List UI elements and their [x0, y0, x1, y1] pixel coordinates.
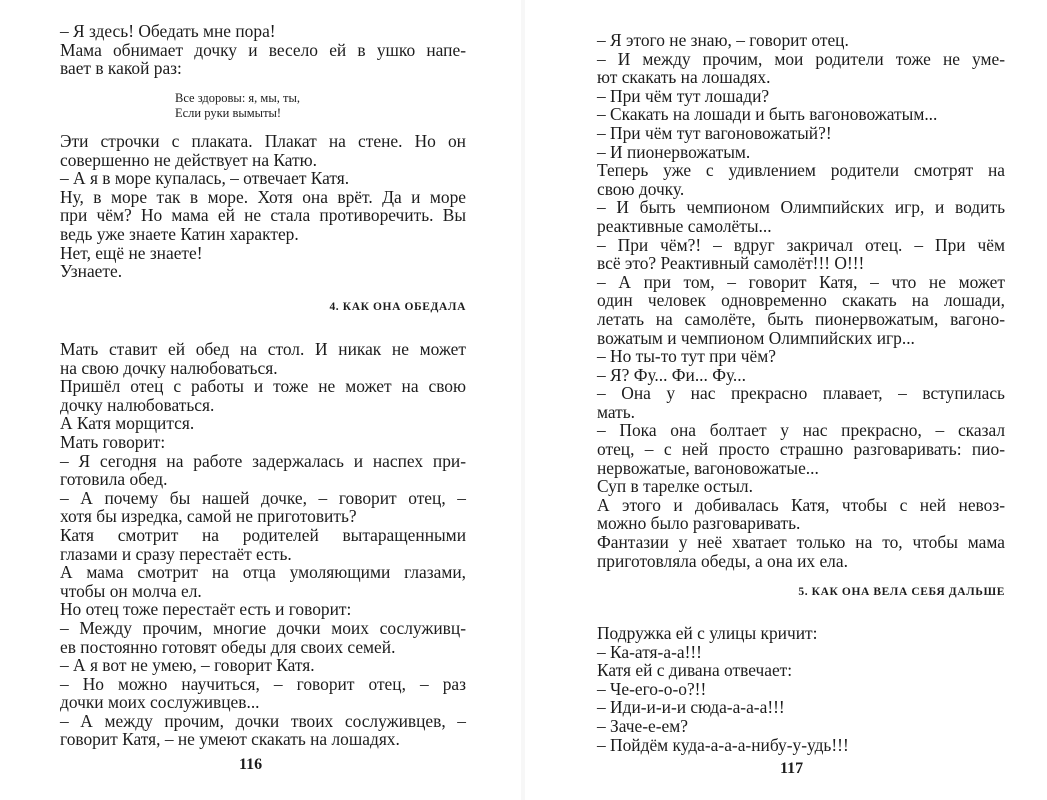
right-top-paragraphs	[597, 31, 1005, 570]
text-line: отец, – с ней просто страшно разговаривать: пио-	[597, 439, 1005, 460]
text-line: – Между прочим, многие дочки моих сослуживц-	[60, 617, 466, 638]
text-line: нервожатые, вагоновожатые...	[597, 457, 819, 478]
text-line: всё это? Реактивный самолёт!!! О!!!	[597, 253, 865, 274]
text-line: можно было разговаривать.	[597, 513, 801, 534]
text-line: Фантазии у неё хватает только на то, чтобы мама	[597, 532, 1005, 553]
text-line: при чём? Но мама ей не стала противоречить. Вы	[60, 205, 466, 226]
text-line: Теперь уже с удивлением родители смотрят на	[597, 160, 1005, 181]
text-line: летать на самолёте, быть пионервожатым, вагоно-	[597, 308, 1005, 329]
text-line: Катя ей с дивана отвечает:	[597, 660, 793, 681]
poem-line: Все здоровы: я, мы, ты,	[175, 91, 300, 105]
text-line: ведь уже знаете Катин характер.	[60, 223, 299, 244]
text-line: на свою дочку налюбоваться.	[60, 357, 278, 378]
text-line: – Заче-е-ем?	[597, 715, 688, 736]
text-line: Пришёл отец с работы и тоже не может на свою	[60, 376, 466, 397]
text-line: – Пойдём куда-а-а-а-нибу-у-удь!!!	[597, 734, 849, 755]
text-line: ют скакать на лошадях.	[597, 67, 771, 88]
text-line: Нет, ещё не знаете!	[60, 242, 203, 263]
text-line: – А почему бы нашей дочке, – говорит отец, –	[60, 487, 466, 508]
text-line: – И пионервожатым.	[597, 141, 751, 162]
text-line: Суп в тарелке остыл.	[597, 476, 753, 497]
text-line: дочку налюбоваться.	[60, 394, 215, 415]
text-line: совершенно не действует на Катю.	[60, 149, 317, 170]
text-line: – Скакать на лошади и быть вагоновожатым...	[597, 104, 938, 125]
text-line: – И между прочим, мои родители тоже не уме-	[597, 48, 1005, 69]
text-line: – Она у нас прекрасно плавает, – вступилась	[597, 383, 1005, 404]
right-page	[523, 0, 1047, 800]
text-line: готовила обед.	[60, 469, 168, 490]
text-line: дочки моих сослуживцев...	[60, 692, 260, 713]
text-line: – Пока она болтает у нас прекрасно, – сказал	[597, 420, 1005, 441]
text-line: – Но ты-то тут при чём?	[597, 346, 776, 367]
chapter-heading: 4. КАК ОНА ОБЕДАЛА	[329, 301, 466, 313]
text-line: ев постоянно готовят обеды для своих семей.	[60, 636, 396, 657]
page-number: 116	[239, 756, 263, 773]
left-top-paragraphs	[60, 22, 466, 78]
text-line: один человек одновременно скакать на лошади,	[597, 290, 1005, 311]
text-line: вает в какой раз:	[60, 58, 182, 79]
text-line: – Я? Фу... Фи... Фу...	[597, 364, 746, 385]
text-line: Катя смотрит на родителей вытаращенными	[60, 524, 466, 545]
text-line: Мать ставит ей обед на стол. И никак не может	[60, 339, 466, 359]
text-line: хотя бы изредка, самой не приготовить?	[60, 506, 357, 527]
text-line: – При чём тут вагоновожатый?!	[597, 122, 832, 143]
text-line: мать.	[597, 401, 636, 422]
text-line: Ну, в море так в море. Хотя она врёт. Да и море	[60, 186, 466, 207]
text-line: А этого и добивалась Катя, чтобы с ней невоз-	[597, 494, 1005, 515]
text-line: Но отец тоже перестаёт есть и говорит:	[60, 599, 352, 620]
text-line: – Я здесь! Обедать мне пора!	[60, 21, 276, 41]
text-line: Мама обнимает дочку и весело ей в ушко напе-	[60, 39, 466, 60]
text-line: – А я в море купалась, – отвечает Катя.	[60, 168, 350, 189]
text-line: А мама смотрит на отца умоляющими глазами,	[60, 562, 466, 583]
text-line: говорит Катя, – не умеют скакать на лошадях.	[60, 729, 400, 750]
poem-line: Если руки вымыты!	[175, 106, 282, 120]
chapter-heading: 5. КАК ОНА ВЕЛА СЕБЯ ДАЛЬШЕ	[798, 586, 1005, 598]
text-line: – При чём?! – вдруг закричал отец. – При чём	[597, 234, 1005, 255]
text-line: вожатым и чемпионом Олимпийских игр...	[597, 327, 915, 348]
page-number: 117	[780, 760, 804, 777]
text-line: – Я этого не знаю, – говорит отец.	[597, 30, 849, 50]
text-line: – Че-его-о-о?!!	[597, 678, 707, 699]
text-line: – А я вот не умею, – говорит Катя.	[60, 655, 315, 676]
left-bottom-paragraphs	[60, 340, 466, 749]
text-line: Эти строчки с плаката. Плакат на стене. Но он	[60, 131, 466, 151]
text-line: свою дочку.	[597, 178, 685, 199]
text-line: – А между прочим, дочки твоих сослуживцев, –	[60, 710, 466, 731]
text-line: чтобы он молча ел.	[60, 580, 202, 601]
text-line: Узнаете.	[60, 261, 123, 282]
poem	[175, 91, 300, 121]
left-page	[0, 0, 523, 800]
text-line: глазами и сразу перестаёт есть.	[60, 543, 292, 564]
text-line: – Иди-и-и-и сюда-а-а-а!!!	[597, 697, 785, 718]
text-line: – При чём тут лошади?	[597, 85, 770, 106]
right-bottom-paragraphs	[597, 624, 1005, 754]
text-line: приготовляла обеды, а она их ела.	[597, 550, 848, 571]
text-line: реактивные самолёты...	[597, 215, 772, 236]
text-line: – Но можно научиться, – говорит отец, – раз	[60, 673, 466, 694]
text-line: А Катя морщится.	[60, 413, 195, 434]
text-line: – И быть чемпионом Олимпийских игр, и водить	[597, 197, 1005, 218]
text-line: – А при том, – говорит Катя, – что не может	[597, 271, 1005, 292]
text-line: – Я сегодня на работе задержалась и наспех при-	[60, 450, 466, 471]
text-line: Мать говорит:	[60, 431, 166, 452]
text-line: Подружка ей с улицы кричит:	[597, 623, 818, 643]
left-middle-paragraphs	[60, 132, 466, 281]
text-line: – Ка-атя-а-а!!!	[597, 641, 702, 662]
